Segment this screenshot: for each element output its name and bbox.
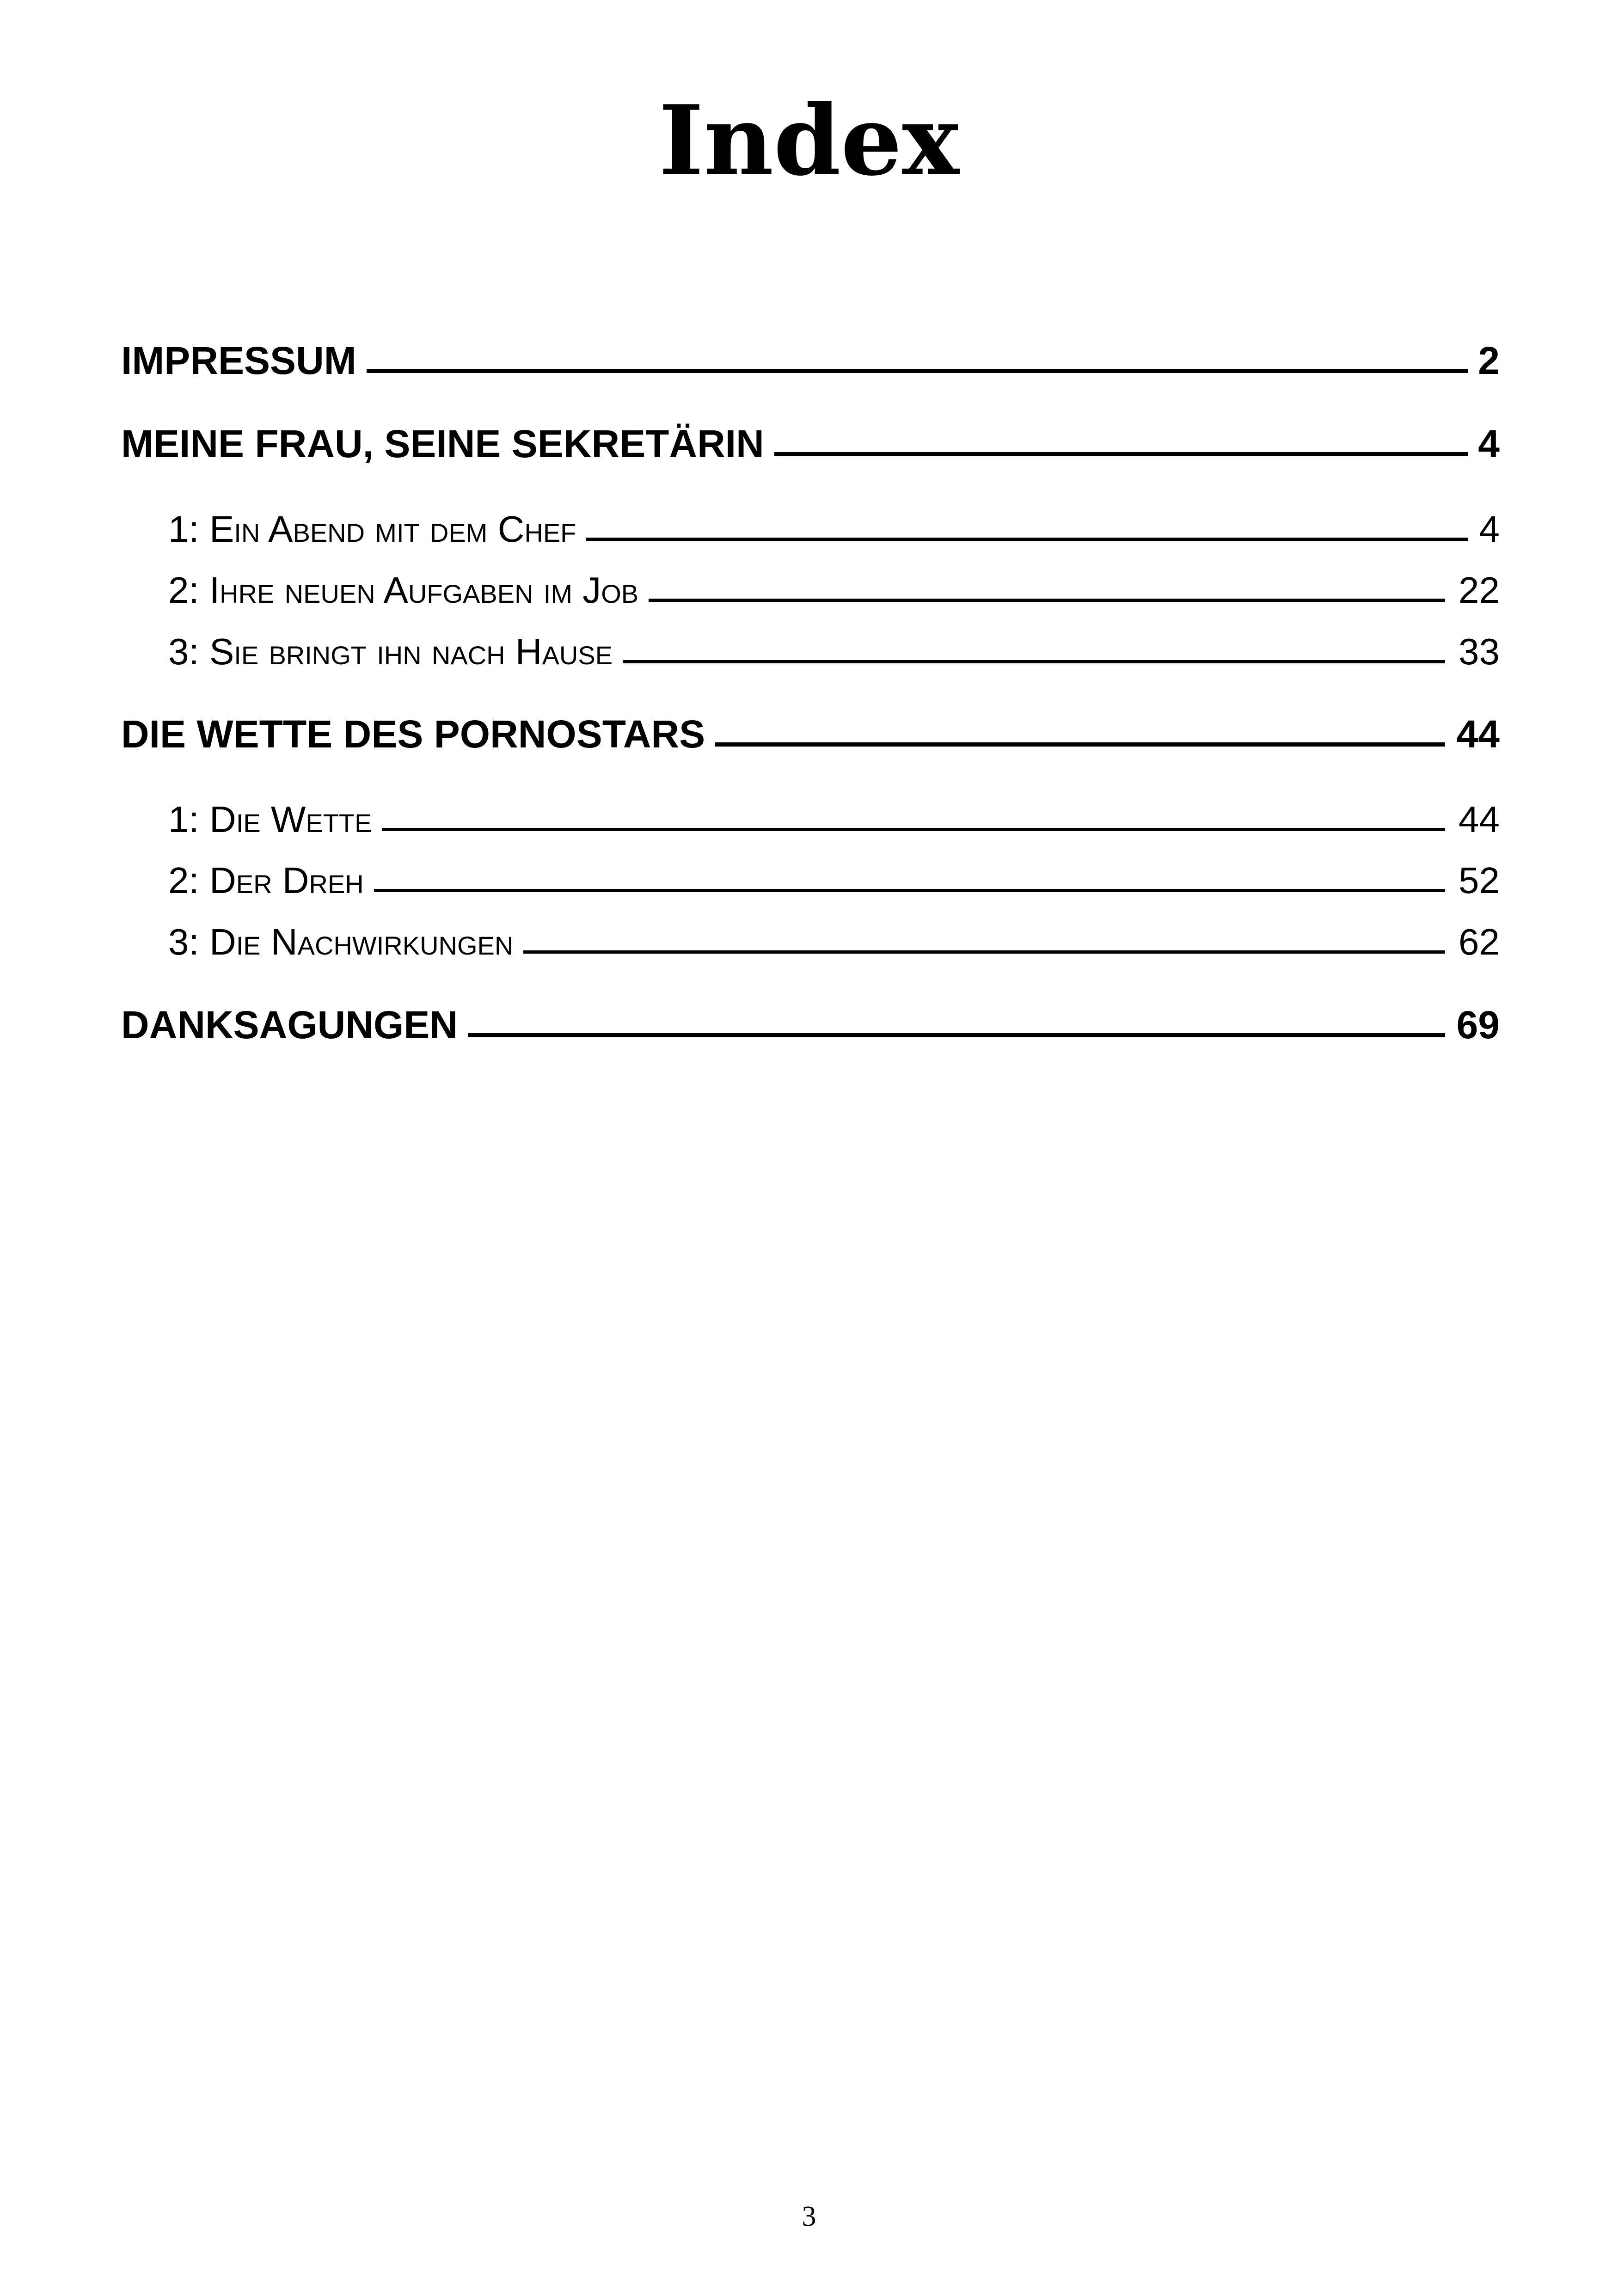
toc-entry-chapter-1-2[interactable] bbox=[168, 565, 1500, 616]
toc-entry-label: MEINE FRAU, SEINE SEKRETÄRIN bbox=[121, 422, 764, 465]
toc-entry-chapter-1-1[interactable] bbox=[168, 504, 1500, 555]
table-of-contents bbox=[0, 0, 1618, 1109]
toc-leader-line bbox=[715, 742, 1445, 747]
toc-entry-page: 44 bbox=[1456, 712, 1500, 756]
toc-entry-chapter-2-1[interactable] bbox=[168, 794, 1500, 845]
toc-leader-line bbox=[774, 452, 1468, 456]
toc-leader-line bbox=[468, 1033, 1445, 1037]
toc-leader-line bbox=[623, 660, 1445, 663]
toc-leader-line bbox=[523, 950, 1445, 954]
toc-entry-page: 22 bbox=[1459, 569, 1500, 611]
toc-entry-impressum[interactable] bbox=[121, 333, 1500, 388]
toc-entry-page: 2 bbox=[1478, 339, 1500, 382]
toc-entry-meine-frau[interactable] bbox=[121, 416, 1500, 471]
toc-entry-label: 3: Sie bringt ihn nach Hause bbox=[168, 631, 613, 672]
toc-entry-page: 44 bbox=[1459, 799, 1500, 840]
toc-leader-line bbox=[382, 828, 1445, 831]
toc-entry-page: 4 bbox=[1479, 508, 1500, 550]
toc-entry-page: 52 bbox=[1459, 860, 1500, 901]
toc-entry-label: DIE WETTE DES PORNOSTARS bbox=[121, 712, 705, 756]
toc-entry-chapter-2-3[interactable] bbox=[168, 917, 1500, 967]
toc-entry-label: 1: Ein Abend mit dem Chef bbox=[168, 508, 576, 550]
toc-entry-page: 62 bbox=[1459, 921, 1500, 962]
toc-leader-line bbox=[367, 369, 1468, 373]
toc-entry-label: IMPRESSUM bbox=[121, 339, 356, 382]
toc-entry-page: 33 bbox=[1459, 631, 1500, 672]
toc-entry-page: 4 bbox=[1478, 422, 1500, 465]
toc-entry-die-wette[interactable] bbox=[121, 706, 1500, 762]
toc-leader-line bbox=[374, 889, 1445, 892]
page-title: Index bbox=[658, 85, 960, 197]
toc-entry-page: 69 bbox=[1456, 1003, 1500, 1047]
toc-entry-label: DANKSAGUNGEN bbox=[121, 1003, 458, 1047]
toc-entry-label: 2: Ihre neuen Aufgaben im Job bbox=[168, 569, 639, 611]
toc-entry-label: 1: Die Wette bbox=[168, 799, 372, 840]
toc-entry-label: 3: Die Nachwirkungen bbox=[168, 921, 514, 962]
toc-entry-label: 2: Der Dreh bbox=[168, 860, 364, 901]
toc-leader-line bbox=[649, 599, 1445, 602]
page-number: 3 bbox=[802, 2201, 816, 2232]
toc-entry-chapter-2-2[interactable] bbox=[168, 855, 1500, 906]
toc-entry-chapter-1-3[interactable] bbox=[168, 626, 1500, 677]
toc-entry-danksagungen[interactable] bbox=[121, 997, 1500, 1053]
toc-leader-line bbox=[586, 538, 1468, 541]
